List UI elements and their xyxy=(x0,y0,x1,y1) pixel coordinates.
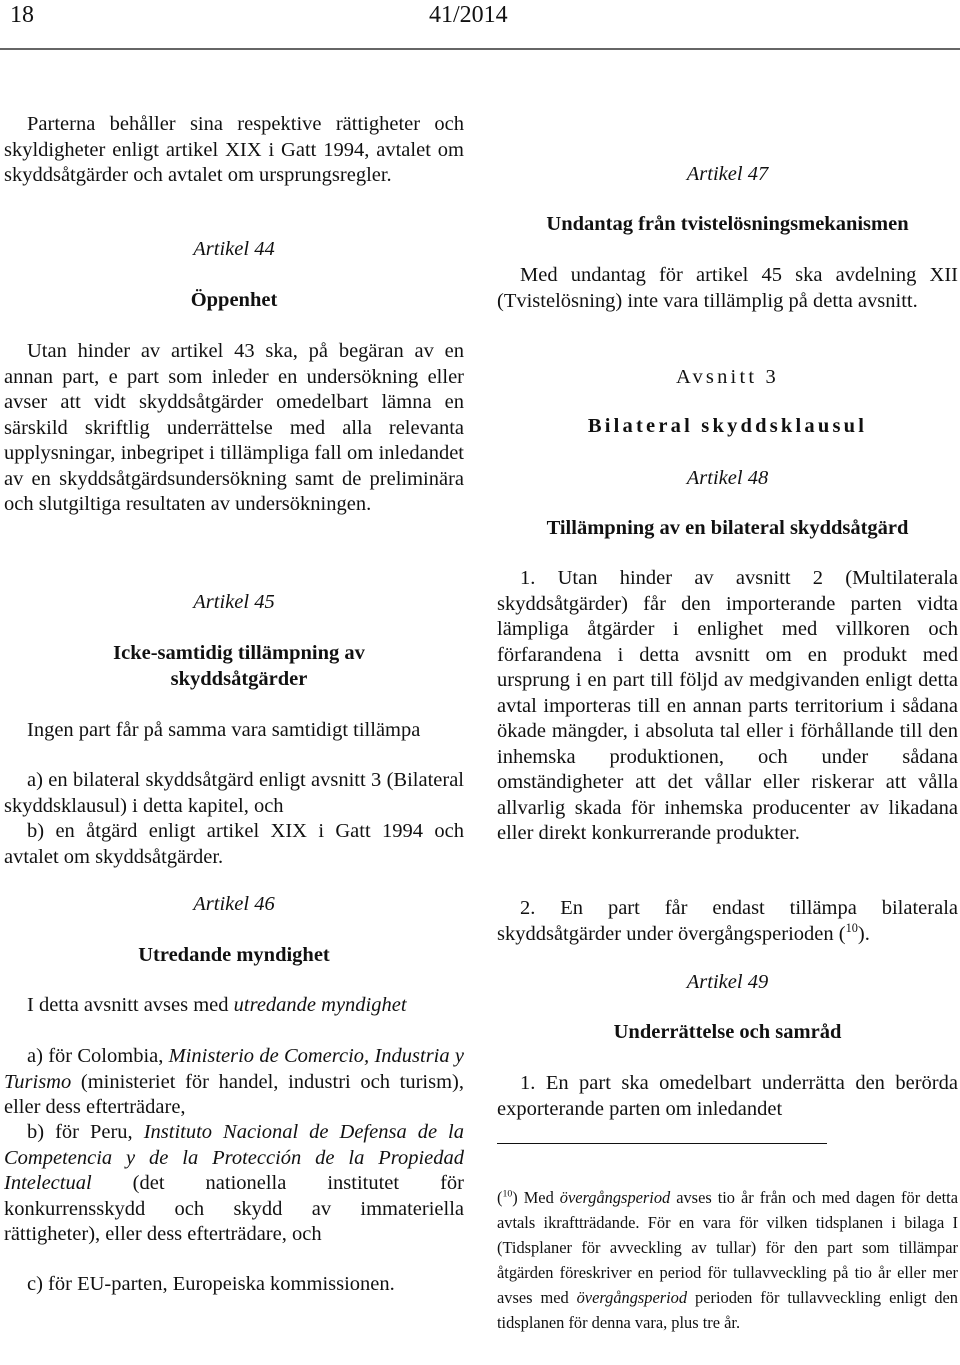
article-45-point-a: a) en bilateral skyddsåtgärd enligt avsnitt 3 (Bilateral skyddsklausul) i detta kapitel, och xyxy=(4,769,464,817)
section-label: Avsnitt 3 xyxy=(675,366,780,388)
article-48-label: Artikel 48 xyxy=(686,467,769,489)
article-46-point-b: b) för Peru, Instituto Nacional de Defensa de la Competencia y de la Protección de la Propiedad Intelectual (det nationella institutet för konkurrensskydd och skydd av immateriella rättigheter), eller dess efterträdare, och xyxy=(4,1121,464,1245)
article-46-label: Artikel 46 xyxy=(193,893,275,915)
article-48-para-1: 1. Utan hinder av avsnitt 2 (Multilaterala skyddsåtgärder) får den importerande parten vidta lämpliga åtgärder i enlighet med villkoren och förfarandena i detta avsnitt om en produkt med ursprung i en part till följd av medgivanden enligt detta avtal importeras till en annan parts territorium i sådana ökade mängder, i absoluta tal eller i förhållande till den inhemska produktionen, och under sådana omständigheter att det vållar eller riskerar att vålla allvarlig skada för inhemska producenter av likadana eller direkt konkurrerande produkter. xyxy=(497,567,958,844)
footnote-divider xyxy=(497,1143,827,1144)
article-44-title: Öppenhet xyxy=(190,289,278,311)
article-48-para-2: 2. En part får endast tillämpa bilaterala skyddsåtgärder under övergångsperioden ($^{10}$). xyxy=(497,897,958,945)
footnote-10: ($^{10}$) Med övergångsperiod avses tio år från och med dagen för detta avtals ikraftträdande. För en vara för vilken tidsplanen i bilaga I (Tidsplaner för avveckling av tullar) för den part som tillämpar åtgärden föreskriver en period för tullavveckling på tio år eller mer avses med övergångsperiod perioden för tullavveckling enligt den tidsplanen för denna vara, plus tre år. xyxy=(497,1188,958,1332)
article-46-point-c: c) för EU-parten, Europeiska kommissionen. xyxy=(27,1273,395,1295)
article-46-title: Utredande myndighet xyxy=(138,944,330,966)
section-title: Bilateral skyddsklausul xyxy=(587,415,868,437)
article-48-title: Tillämpning av en bilateral skyddsåtgärd xyxy=(546,517,909,539)
article-45-label: Artikel 45 xyxy=(193,591,275,613)
defined-term: utredande myndighet xyxy=(233,994,407,1016)
footnote-reference[interactable]: 10 xyxy=(845,920,858,935)
journal-reference: 41/2014 xyxy=(429,2,508,28)
page-number: 18 xyxy=(10,2,34,28)
article-47-title: Undantag från tvistelösningsmekanismen xyxy=(546,213,909,235)
article-45-point-b: b) en åtgärd enligt artikel XIX i Gatt 1994 och avtalet om skyddsåtgärder. xyxy=(4,820,464,868)
header-divider xyxy=(0,48,960,50)
article-49-para-1: 1. En part ska omedelbart underrätta den berörda exporterande parten om inledandet xyxy=(497,1072,958,1120)
article-44-body: Utan hinder av artikel 43 ska, på begäran av en annan part, e part som inleder en undersökning eller avser att vidt skyddsåtgärder omedelbart lämna en särskild skriftlig underrättelse med alla relevanta upplysningar, inbegripet i tillämpliga fall om inledandet av en skyddsåtgärdsundersökning samt de preliminära och slutgiltiga resultaten av undersökningen. xyxy=(4,340,464,515)
article-45-para-1: Ingen part får på samma vara samtidigt tillämpa xyxy=(27,719,421,741)
article-46-point-a: a) för Colombia, Ministerio de Comercio, Industria y Turismo (ministeriet för handel, industri och turism), eller dess efterträdare, xyxy=(4,1045,464,1118)
article-44-label: Artikel 44 xyxy=(193,238,275,260)
article-47-body: Med undantag för artikel 45 ska avdelning XII (Tvistelösning) inte vara tillämplig på detta avsnitt. xyxy=(497,264,958,312)
intro-paragraph: Parterna behåller sina respektive rättigheter och skyldigheter enligt artikel XIX i Gatt 1994, avtalet om skyddsåtgärder och avtalet om ursprungsregler. xyxy=(4,113,464,186)
article-46-para-1: I detta avsnitt avses med utredande myndighet xyxy=(27,994,407,1016)
article-49-label: Artikel 49 xyxy=(686,971,769,993)
article-45-title: Icke-samtidig tillämpning av skyddsåtgärder xyxy=(113,642,365,690)
page-header xyxy=(0,0,960,52)
article-49-title: Underrättelse och samråd xyxy=(613,1021,842,1043)
article-47-label: Artikel 47 xyxy=(686,163,769,185)
